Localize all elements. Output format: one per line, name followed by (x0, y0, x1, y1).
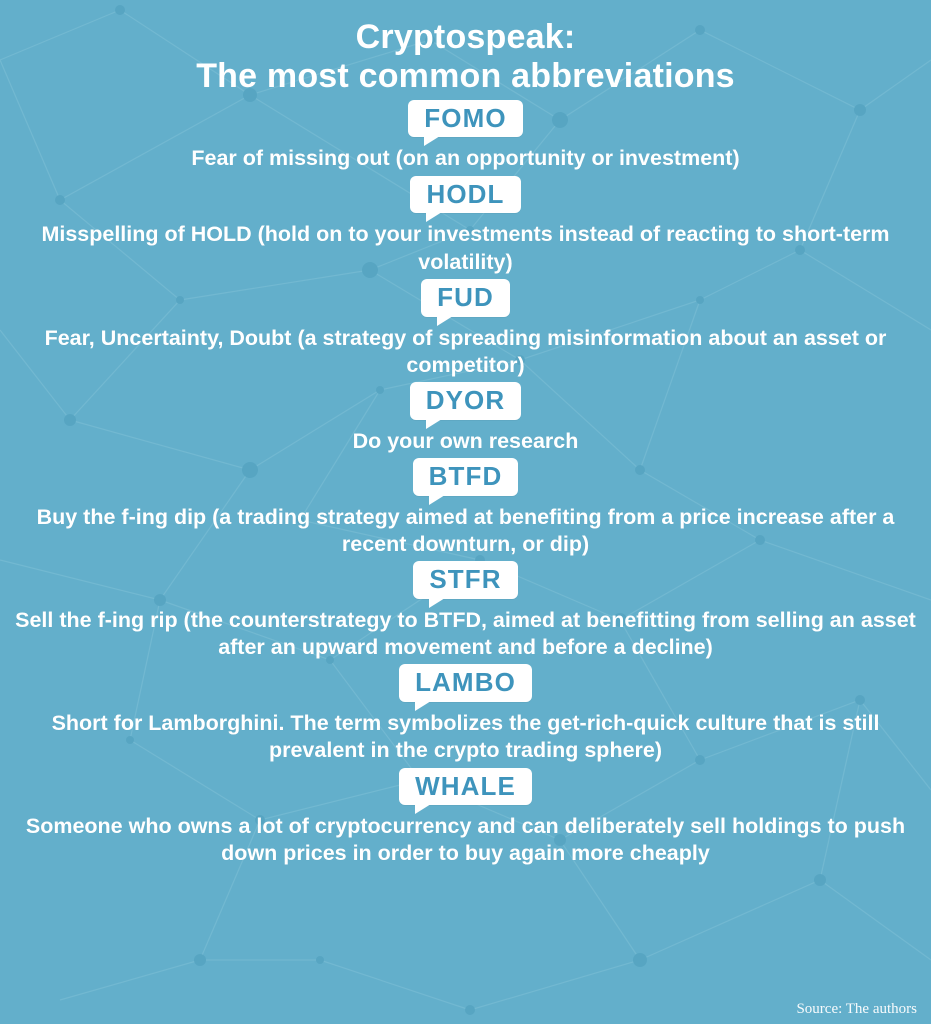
badge-wrap-whale (14, 768, 917, 806)
entry-whale (14, 768, 917, 868)
badge-wrap-fud (14, 279, 917, 317)
abbreviation-badge: HODL (410, 176, 520, 214)
abbreviation-description: Fear of missing out (on an opportunity or investment) (191, 146, 740, 171)
badge-wrap-dyor (14, 382, 917, 420)
badge-wrap-hodl (14, 176, 917, 214)
badge-wrap-fomo (14, 100, 917, 138)
abbreviation-description: Someone who owns a lot of cryptocurrency and can deliberately sell holdings to push down prices in order to buy again more cheaply (25, 814, 906, 866)
source-credit: Source: The authors (796, 1001, 917, 1017)
entry-fud (14, 279, 917, 379)
abbreviation-description: Short for Lamborghini. The term symbolizes the get-rich-quick culture that is still prevalent in the crypto trading sphere) (51, 711, 880, 763)
abbreviation-description: Fear, Uncertainty, Doubt (a strategy of spreading misinformation about an asset or competitor) (44, 325, 887, 377)
entry-fomo (14, 100, 917, 173)
entry-btfd (14, 458, 917, 558)
entry-stfr (14, 561, 917, 661)
badge-wrap-btfd (14, 458, 917, 496)
abbreviation-badge: FUD (421, 279, 510, 317)
page-title (14, 18, 917, 97)
entry-dyor (14, 382, 917, 455)
title-line-1: Cryptospeak: (355, 18, 576, 56)
badge-wrap-lambo (14, 664, 917, 702)
abbreviation-badge: STFR (413, 561, 517, 599)
entry-hodl (14, 176, 917, 276)
abbreviation-description: Sell the f-ing rip (the counterstrategy to BTFD, aimed at benefitting from selling an asset after an upward movement and before a decline) (15, 607, 916, 660)
abbreviation-badge: FOMO (408, 100, 522, 138)
abbreviation-description: Misspelling of HOLD (hold on to your investments instead of reacting to short-term volatility) (41, 222, 890, 274)
abbreviation-badge: WHALE (399, 768, 532, 806)
abbreviation-description: Buy the f-ing dip (a trading strategy aimed at benefiting from a price increase after a recent downturn, or dip) (36, 504, 895, 556)
abbreviation-badge: LAMBO (399, 664, 532, 702)
abbreviation-description: Do your own research (352, 428, 579, 453)
abbreviation-badge: BTFD (413, 458, 519, 496)
title-line-2: The most common abbreviations (196, 57, 735, 96)
entry-lambo (14, 664, 917, 764)
badge-wrap-stfr (14, 561, 917, 599)
abbreviation-badge: DYOR (410, 382, 522, 420)
